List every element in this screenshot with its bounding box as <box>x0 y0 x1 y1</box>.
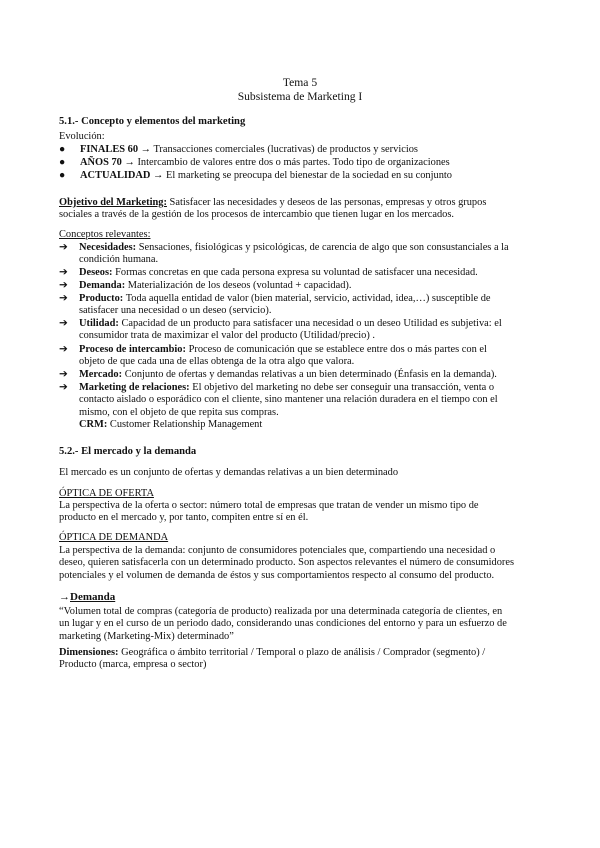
demanda-heading: →Demanda <box>59 591 116 603</box>
objective-label: Objetivo del Marketing: <box>59 197 167 208</box>
dimensions-label: Dimensiones: <box>59 647 119 658</box>
arrow-icon: ➔ <box>59 318 68 329</box>
oferta-title: ÓPTICA DE OFERTA <box>59 488 154 499</box>
evolution-label-text: FINALES 60 <box>80 144 139 155</box>
arrow-icon: ➔ <box>59 242 68 253</box>
doc-title-line1: Tema 5 <box>282 76 318 89</box>
evolution-label-text: AÑOS 70 <box>80 157 122 168</box>
section-5-2-heading: 5.2.- El mercado y la demanda <box>59 446 197 457</box>
demanda-paragraph: La perspectiva de la demanda: conjunto de consumidores potenciales que, compartiendo una necesidad o deseo, quieren satisfacerla con un determinado producto. Son aspectos relevantes el número de consumidores potenciales y el volumen de demanda de éstos y sus comportamientos respecto al consumo del producto. <box>59 545 515 581</box>
arrow-icon: ➔ <box>59 382 68 393</box>
bullet-icon: ● <box>59 144 66 155</box>
section-5-1-heading: 5.1.- Concepto y elementos del marketing <box>59 116 246 127</box>
bullet-icon: ● <box>59 157 66 168</box>
arrow-icon: ➔ <box>59 293 68 304</box>
objective-paragraph: Objetivo del Marketing: Satisfacer las necesidades y deseos de las personas, empresas y otros grupos sociales a través de la gestión de los procesos de intercambio que tienen lugar en los mercados. <box>59 197 487 221</box>
demanda-title: ÓPTICA DE DEMANDA <box>59 532 169 543</box>
arrow-icon: ➔ <box>59 267 68 278</box>
doc-title-line2: Subsistema de Marketing I <box>237 90 363 103</box>
crm-label: CRM: <box>79 419 108 431</box>
evolution-label-text: ACTUALIDAD <box>80 170 151 181</box>
bullet-icon: ● <box>59 170 66 181</box>
concepts-label: Conceptos relevantes: <box>59 229 151 240</box>
demanda-quote: “Volumen total de compras (categoría de producto) realizada por una determinada categoría de clientes, en un lugar y en el curso de un periodo dado, considerando unas condiciones del entorno y para un esfuerzo de marketing (Marketing-Mix) determinado” <box>59 606 507 642</box>
dimensions-paragraph: Dimensiones: Geográfica o ámbito territorial / Temporal o plazo de análisis / Comprador (segmento) / Producto (marca, empresa o sector) <box>59 647 486 671</box>
arrow-icon: ➔ <box>59 369 68 380</box>
evolution-label: Evolución: <box>59 131 105 142</box>
arrow-icon: ➔ <box>59 280 68 291</box>
document-page: Tema 5 Subsistema de Marketing I 5.1.- Concepto y elementos del marketing Evolución: ● FINALES 60 → Transacciones comerciales (lucrativas) de productos y servicios ● AÑOS 70 → Intercambio de valores entre dos o más partes. Todo tipo de organizaciones ● ACTUALIDAD → El marketing se preocupa del bienestar de la sociedad en su conjunto Objetivo del Marketing: Satisfacer las necesidades y deseos de las personas, empresas y otros grupos sociales a través de la gestión de los procesos de intercambio que tienen lugar en los mercados. Conceptos relevantes: ➔ Necesidades: Sensaciones, fisiológicas y psicológicas, de carencia de algo que son consustanciales a la condición humana. ➔ Deseos: Formas concretas en que cada persona expresa su voluntad de satisfacer una necesidad. ➔ Demanda: Materialización de los deseos (voluntad + capacidad). ➔ Producto: Toda aquella entidad de valor (bien material, servicio, actividad, idea,…) susceptible de satisfacer una necesidad o un deseo (servicio). ➔ Utilidad: Capacidad de un producto para satisfacer una necesidad o un deseo Utilidad es subjetiva: el consumidor trata de maximizar el valor del producto (Utilidad/precio) . ➔ Proceso de intercambio: Proceso de comunicación que se establece entre dos o más partes con el objeto de que cada una de ellas obtenga de la otra algo que valora. ➔ Mercado: Conjunto de ofertas y demandas relativas a un bien determinado (Énfasis en la demanda). ➔ Marketing de relaciones: El objetivo del marketing no debe ser conseguir una transacción, venta o contacto aislado o esporádico con el cliente, sino mantener una relación duradera en el tiempo con el mismo, con el objeto de que repita sus compras. CRM: Customer Relationship Management 5.2.- El mercado y la demanda El mercado es un conjunto de ofertas y demandas relativas a un bien determinado ÓPTICA DE OFERTA La perspectiva de la oferta o sector: número total de empresas que tratan de vender un mismo tipo de producto en el mercado y, por tanto, compiten entre sí en él. ÓPTICA DE DEMANDA La perspectiva de la demanda: conjunto de consumidores potenciales que, compartiendo una necesidad o deseo, quieren satisfacerla con un determinado producto. Son aspectos relevantes el número de consumidores potenciales y el volumen de demanda de éstos y sus comportamientos respecto al consumo del producto. →Demanda “Volumen total de compras (categoría de producto) realizada por una determinada categoría de clientes, en un lugar y en el curso de un periodo dado, considerando unas condiciones del entorno y para un esfuerzo de marketing (Marketing-Mix) determinado” Dimensiones: Geográfica o ámbito territorial / Temporal o plazo de análisis / Comprador (segmento) / Producto (marca, empresa o sector) <box>0 0 600 848</box>
market-intro: El mercado es un conjunto de ofertas y demandas relativas a un bien determinado <box>59 467 399 478</box>
arrow-icon: ➔ <box>59 344 68 355</box>
oferta-paragraph: La perspectiva de la oferta o sector: número total de empresas que tratan de vender un mismo tipo de producto en el mercado y, por tanto, compiten entre sí en él. <box>59 500 479 524</box>
